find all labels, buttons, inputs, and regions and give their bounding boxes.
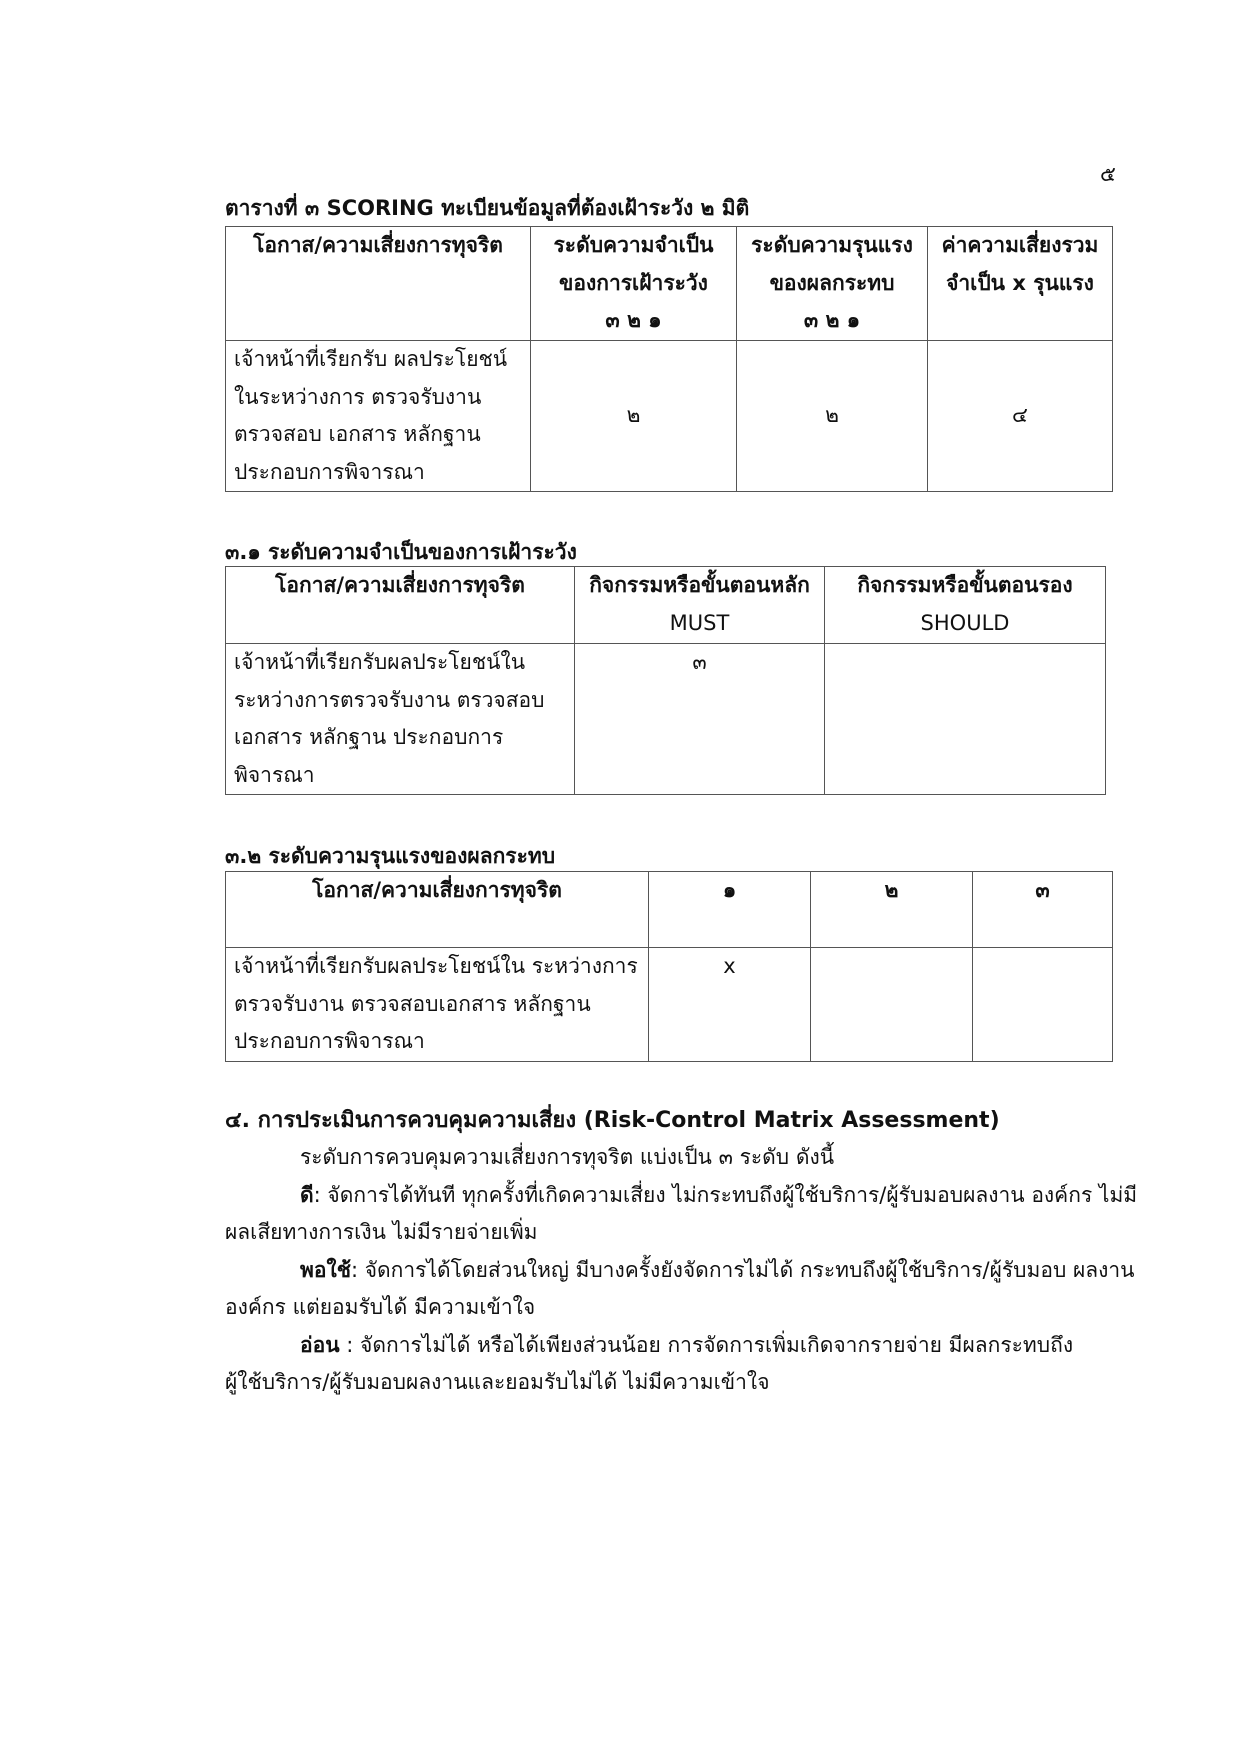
section-4-heading: ๔. การประเมินการควบคุมความเสี่ยง (Risk-Control Matrix Assessment) <box>225 1108 1000 1133</box>
scoring-table <box>225 226 1113 492</box>
header-risk: โอกาส/ความเสี่ยงการทุจริต <box>226 227 531 341</box>
header-necessity: ระดับความจำเป็น ของการเฝ้าระวัง ๓ ๒ ๑ <box>531 227 737 341</box>
header-level-2: ๒ <box>811 872 973 948</box>
header-risk: โอกาส/ความเสี่ยงการทุจริต <box>226 567 575 644</box>
table-row <box>226 341 1113 492</box>
header-risk: โอกาส/ความเสี่ยงการทุจริต <box>226 872 649 948</box>
must-cell: ๓ <box>575 644 825 795</box>
level-weak-line2: ผู้ใช้บริการ/ผู้รับมอบผลงานและยอมรับไม่ได้ ไม่มีความเข้าใจ <box>225 1370 770 1394</box>
table-header-row <box>226 227 1113 341</box>
header-level-1: ๑ <box>649 872 811 948</box>
necessity-table <box>225 566 1106 795</box>
table-3-title: ตารางที่ ๓ SCORING ทะเบียนข้อมูลที่ต้องเฝ้าระวัง ๒ มิติ <box>225 196 750 220</box>
header-total: ค่าความเสี่ยงรวม จำเป็น x รุนแรง <box>928 227 1113 341</box>
header-severity: ระดับความรุนแรง ของผลกระทบ ๓ ๒ ๑ <box>737 227 928 341</box>
risk-cell: เจ้าหน้าที่เรียกรับผลประโยชน์ใน ระหว่างการ ตรวจรับงาน ตรวจสอบเอกสาร หลักฐาน ประกอบการพิจารณา <box>226 948 649 1062</box>
level-1-cell: x <box>649 948 811 1062</box>
necessity-cell: ๒ <box>531 341 737 492</box>
risk-cell: เจ้าหน้าที่เรียกรับผลประโยชน์ใน ระหว่างการตรวจรับงาน ตรวจสอบ เอกสาร หลักฐาน ประกอบการ พิจารณา <box>226 644 575 795</box>
level-good-line1: ดี: จัดการได้ทันที ทุกครั้งที่เกิดความเสี่ยง ไม่กระทบถึงผู้ใช้บริการ/ผู้รับมอบผลงาน องค์กร ไม่มี <box>300 1183 1138 1207</box>
severity-table <box>225 871 1113 1062</box>
should-cell <box>825 644 1106 795</box>
page-number: ๕ <box>1100 162 1116 186</box>
table-row <box>226 644 1106 795</box>
table-row <box>226 948 1113 1062</box>
level-3-cell <box>973 948 1113 1062</box>
severity-cell: ๒ <box>737 341 928 492</box>
table-header-row <box>226 872 1113 948</box>
section-3-1-heading: ๓.๑ ระดับความจำเป็นของการเฝ้าระวัง <box>225 540 577 564</box>
header-must: กิจกรรมหรือขั้นตอนหลัก MUST <box>575 567 825 644</box>
level-fair-line1: พอใช้: จัดการได้โดยส่วนใหญ่ มีบางครั้งยังจัดการไม่ได้ กระทบถึงผู้ใช้บริการ/ผู้รับมอบ ผลงาน <box>300 1258 1135 1282</box>
header-should: กิจกรรมหรือขั้นตอนรอง SHOULD <box>825 567 1106 644</box>
level-weak-line1: อ่อน : จัดการไม่ได้ หรือได้เพียงส่วนน้อย การจัดการเพิ่มเกิดจากรายจ่าย มีผลกระทบถึง <box>300 1333 1074 1357</box>
section-3-2-heading: ๓.๒ ระดับความรุนแรงของผลกระทบ <box>225 844 556 868</box>
table-header-row <box>226 567 1106 644</box>
risk-cell: เจ้าหน้าที่เรียกรับ ผลประโยชน์ ในระหว่างการ ตรวจรับงาน ตรวจสอบ เอกสาร หลักฐาน ประกอบการพิจารณา <box>226 341 531 492</box>
level-fair-line2: องค์กร แต่ยอมรับได้ มีความเข้าใจ <box>225 1295 536 1319</box>
level-good-line2: ผลเสียทางการเงิน ไม่มีรายจ่ายเพิ่ม <box>225 1220 538 1244</box>
level-2-cell <box>811 948 973 1062</box>
total-cell: ๔ <box>928 341 1113 492</box>
section-4-intro: ระดับการควบคุมความเสี่ยงการทุจริต แบ่งเป็น ๓ ระดับ ดังนี้ <box>300 1145 835 1169</box>
header-level-3: ๓ <box>973 872 1113 948</box>
